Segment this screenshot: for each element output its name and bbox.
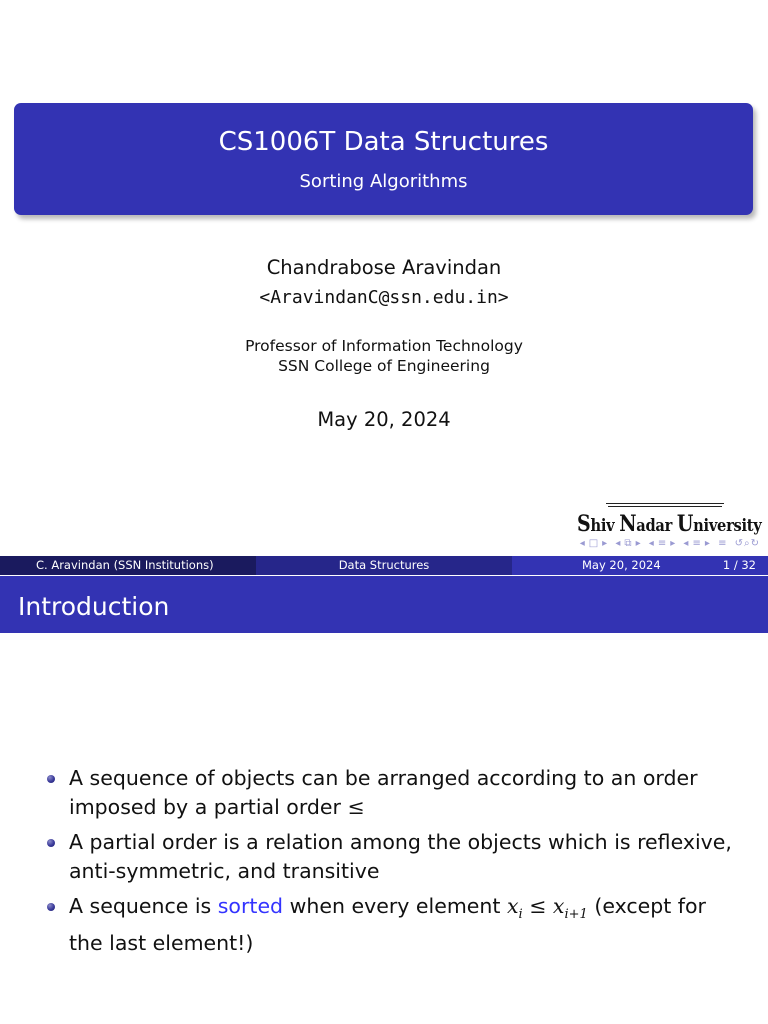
- leq-symbol: ≤: [347, 795, 365, 819]
- bullet-text-pre: A sequence is: [69, 894, 218, 918]
- logo-rule-thin: [608, 506, 722, 507]
- bullet-icon: [47, 903, 55, 911]
- author-affiliation-institution: SSN College of Engineering: [278, 357, 490, 375]
- author-name: Chandrabose Aravindan: [266, 256, 502, 279]
- math-x-i-plus-1: $x_{i+1}$: [552, 894, 588, 923]
- bullet-icon: [47, 839, 55, 847]
- nav-prev-frame-icon[interactable]: ◂: [579, 538, 586, 549]
- presentation-title: CS1006T Data Structures: [218, 127, 549, 157]
- footer-page-number: 1 / 32: [722, 558, 756, 572]
- university-logo: [577, 503, 762, 537]
- nav-section-icon[interactable]: ≡: [657, 538, 668, 549]
- bullet-list: [45, 764, 745, 964]
- nav-back-icon[interactable]: ↺⌕↻: [734, 538, 760, 549]
- beamer-navigation-bar: [577, 538, 760, 552]
- footer-date: May 20, 2024: [582, 558, 661, 572]
- nav-next-frame-icon[interactable]: ▸: [602, 538, 609, 549]
- footer-title: Data Structures: [256, 556, 512, 575]
- author-affiliation-title: Professor of Information Technology: [245, 337, 523, 355]
- leq-symbol: ≤: [522, 894, 553, 918]
- nav-document-icon[interactable]: ≡: [692, 538, 702, 549]
- frame-title: Introduction: [0, 576, 768, 633]
- logo-wordmark: Shiv Nadar University: [577, 511, 762, 537]
- nav-next-section-icon[interactable]: ▸: [670, 538, 677, 549]
- slide-footer: [0, 556, 768, 575]
- nav-next-slide-icon[interactable]: ▸: [704, 538, 711, 549]
- math-x-i: $x_i$: [506, 894, 523, 923]
- bullet-icon: [47, 775, 55, 783]
- list-item: [45, 828, 745, 886]
- nav-prev-section-icon[interactable]: ◂: [648, 538, 655, 549]
- footer-date-page: [512, 556, 768, 575]
- logo-rule-thick: [606, 503, 724, 504]
- list-item: [45, 764, 745, 822]
- presentation-subtitle: Sorting Algorithms: [299, 171, 468, 192]
- footer-author: C. Aravindan (SSN Institutions): [0, 556, 256, 575]
- bullet-text: A partial order is a relation among the objects which is reflexive, anti-symmetric, and transitive: [69, 830, 732, 883]
- bullet-text-post: (except for the last element!): [69, 894, 706, 956]
- sorted-highlight: sorted: [217, 894, 284, 918]
- nav-prev-slide-icon[interactable]: ◂: [683, 538, 690, 549]
- title-block: [14, 103, 753, 215]
- nav-prev-subsection-icon[interactable]: ◂: [615, 538, 622, 549]
- bullet-text: A sequence of objects can be arranged according to an order imposed by a partial order: [69, 766, 698, 819]
- presentation-date: May 20, 2024: [317, 408, 451, 431]
- nav-search-icon[interactable]: ≡: [718, 538, 728, 549]
- author-email: <AravindanC@ssn.edu.in>: [259, 287, 509, 308]
- nav-next-subsection-icon[interactable]: ▸: [635, 538, 642, 549]
- bullet-text-mid: when every element: [283, 894, 507, 918]
- nav-subsection-icon[interactable]: ⧉: [624, 538, 633, 549]
- nav-frame-icon[interactable]: □: [588, 538, 600, 549]
- list-item: [45, 892, 745, 958]
